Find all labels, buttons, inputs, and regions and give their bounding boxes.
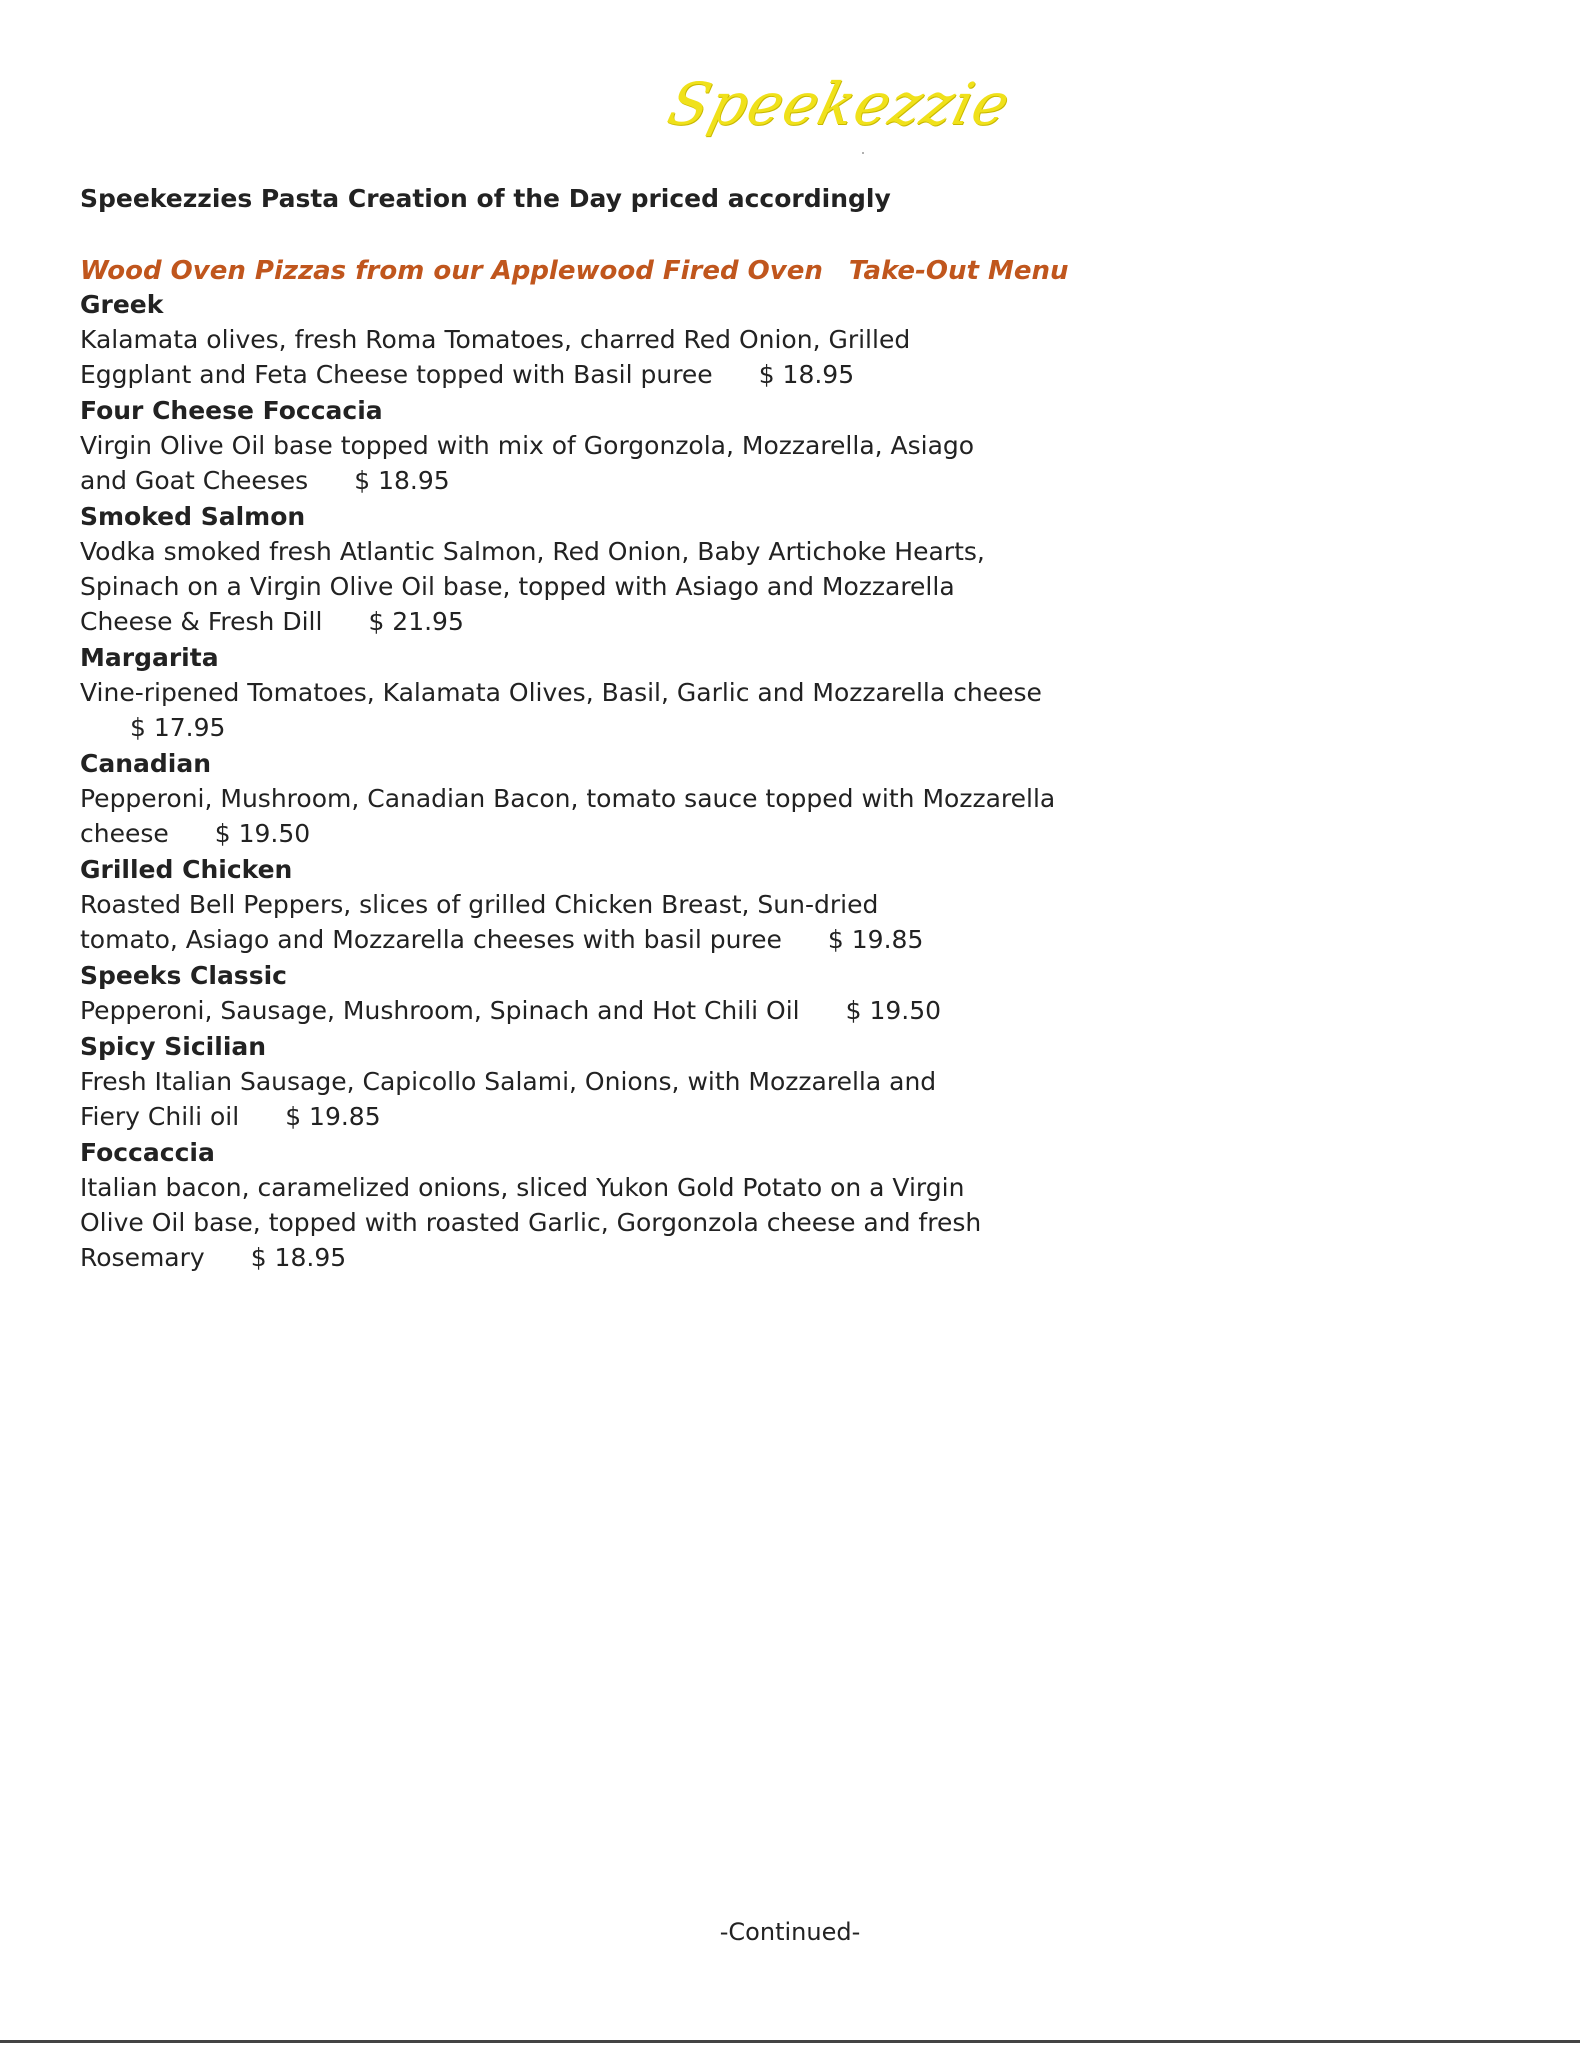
item-name: Grilled Chicken (80, 855, 293, 884)
page-bottom-divider (0, 2040, 1580, 2043)
speck (862, 152, 864, 154)
item-description-text: Vine-ripened Tomatoes, Kalamata Olives, Basil, Garlic and Mozzarella cheese (80, 678, 1042, 707)
item-description (80, 675, 1180, 745)
item-price: $ 19.50 (845, 996, 942, 1025)
item-description-text: Virgin Olive Oil base topped with mix of Gorgonzola, Mozzarella, Asiago and Goat Cheeses (80, 431, 975, 495)
item-description (80, 428, 1180, 498)
item-price: $ 18.95 (250, 1243, 347, 1272)
menu-item-spicy-sicilian (80, 1030, 1180, 1134)
menu-item-speeks-classic (80, 959, 1180, 1028)
item-description (80, 322, 1180, 392)
item-description (80, 781, 1180, 851)
item-description-text: Fresh Italian Sausage, Capicollo Salami, Onions, with Mozzarella and Fiery Chili oil (80, 1067, 937, 1131)
item-price: $ 19.85 (827, 925, 924, 954)
item-price: $ 21.95 (368, 607, 464, 636)
item-price: $ 17.95 (130, 713, 226, 742)
section-title: Wood Oven Pizzas from our Applewood Fired Oven (80, 256, 823, 286)
pizza-list (80, 288, 1180, 1277)
menu-item-four-cheese-foccacia (80, 394, 1180, 498)
item-name: Speeks Classic (80, 961, 287, 990)
menu-item-greek (80, 288, 1180, 392)
item-description-text: Kalamata olives, fresh Roma Tomatoes, charred Red Onion, Grilled Eggplant and Feta Cheese topped with Basil puree (80, 325, 911, 389)
section-heading (80, 256, 1068, 286)
item-price: $ 19.50 (214, 819, 311, 848)
continued-note: -Continued- (719, 1918, 861, 1946)
menu-item-foccaccia (80, 1136, 1180, 1275)
menu-item-smoked-salmon (80, 500, 1180, 639)
item-description (80, 1064, 1180, 1134)
item-price: $ 18.95 (354, 466, 450, 495)
item-description (80, 534, 1180, 639)
item-name: Greek (80, 290, 164, 319)
item-name: Four Cheese Foccacia (80, 396, 383, 425)
takeout-label: Take-Out Menu (848, 256, 1069, 286)
brand-logo: Speekezzie (661, 70, 1018, 138)
item-description-text: Vodka smoked fresh Atlantic Salmon, Red Onion, Baby Artichoke Hearts, Spinach on a Virgin Olive Oil base, topped with Asiago and Mozzarella Cheese & Fresh Dill (80, 537, 985, 636)
menu-item-margarita (80, 641, 1180, 745)
menu-item-grilled-chicken (80, 853, 1180, 957)
item-description (80, 993, 1180, 1028)
item-name: Foccaccia (80, 1138, 215, 1167)
item-description-text: Pepperoni, Mushroom, Canadian Bacon, tomato sauce topped with Mozzarella cheese (80, 784, 1056, 848)
pasta-of-the-day-note: Speekezzies Pasta Creation of the Day priced accordingly (80, 184, 891, 213)
item-name: Canadian (80, 749, 212, 778)
item-description-text: Pepperoni, Sausage, Mushroom, Spinach and Hot Chili Oil (80, 996, 800, 1025)
item-price: $ 18.95 (758, 360, 855, 389)
item-name: Smoked Salmon (80, 502, 306, 531)
item-description-text: Roasted Bell Peppers, slices of grilled Chicken Breast, Sun-dried tomato, Asiago and Mozzarella cheeses with basil puree (80, 890, 879, 954)
menu-item-canadian (80, 747, 1180, 851)
item-price: $ 19.85 (285, 1102, 381, 1131)
item-name: Spicy Sicilian (80, 1032, 267, 1061)
item-name: Margarita (80, 643, 219, 672)
item-description (80, 887, 1180, 957)
item-description (80, 1170, 1180, 1275)
item-description-text: Italian bacon, caramelized onions, sliced Yukon Gold Potato on a Virgin Olive Oil base, topped with roasted Garlic, Gorgonzola cheese and fresh Rosemary (80, 1173, 982, 1272)
